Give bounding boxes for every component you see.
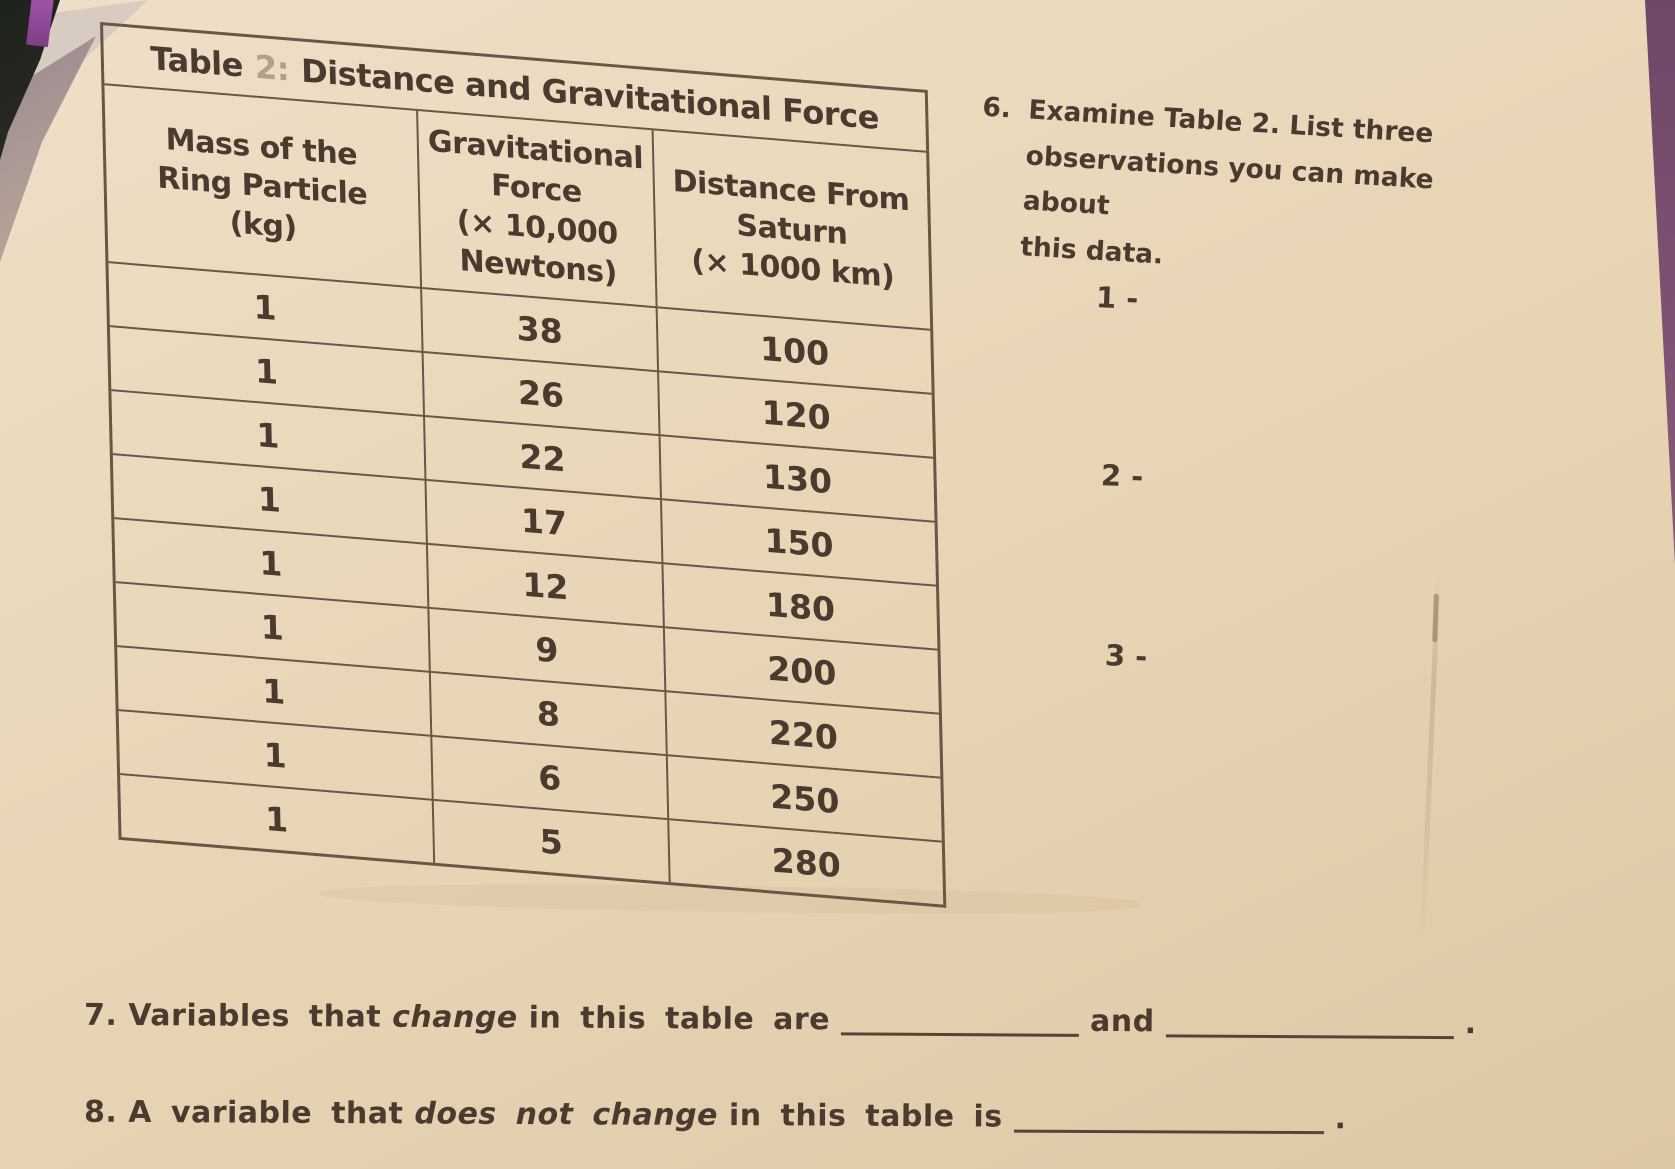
question-6 xyxy=(973,85,1503,298)
question-8-period: . xyxy=(1334,1101,1347,1137)
question-8-text-after: in this table is xyxy=(728,1098,1003,1135)
cell-distance-row5: 180 xyxy=(663,564,937,650)
cell-distance-row9: 280 xyxy=(771,840,842,885)
question-7-italic-word: change xyxy=(392,999,518,1036)
question-6-text: Examine Table 2. List three observations you can make about this data. xyxy=(1019,94,1435,271)
column-header-distance: Distance From Saturn (× 1000 km) xyxy=(654,130,931,330)
answer-blank-q7-second[interactable] xyxy=(1166,1034,1454,1039)
cell-mass-row7: 1 xyxy=(117,647,432,737)
question-8 xyxy=(84,1095,1347,1137)
cell-distance-row8: 250 xyxy=(668,756,942,842)
cell-mass-row2: 1 xyxy=(110,327,425,417)
answer-blank-q8[interactable] xyxy=(1014,1130,1324,1135)
cell-force-row9: 5 xyxy=(434,801,671,882)
cell-mass-row1: 1 xyxy=(108,263,423,353)
cell-distance-row4: 150 xyxy=(662,500,936,586)
observation-line-3[interactable]: 3 - xyxy=(1104,638,1148,674)
cell-force-row7: 8 xyxy=(431,673,668,756)
table-title-word: Table xyxy=(149,39,244,85)
question-7-text-after: in this table are xyxy=(528,1000,831,1038)
cell-distance-row3: 130 xyxy=(661,436,935,522)
question-7-text-before: Variables that xyxy=(128,998,382,1035)
cell-mass-row3: 1 xyxy=(111,391,426,481)
table-title-number: 2: xyxy=(254,47,290,89)
answer-blank-q7-first[interactable] xyxy=(841,1032,1079,1036)
cell-distance-row2: 120 xyxy=(659,372,933,458)
cell-mass-row8: 1 xyxy=(119,711,434,801)
cell-distance-row6: 200 xyxy=(665,628,939,714)
cell-mass-row9: 1 xyxy=(120,775,435,863)
cell-force-row3: 22 xyxy=(425,417,662,500)
desk-background-right xyxy=(1633,0,1675,565)
observation-line-2[interactable]: 2 - xyxy=(1100,458,1144,494)
question-7-number: 7. xyxy=(83,997,118,1033)
cell-force-row5: 12 xyxy=(428,545,665,628)
cell-force-row6: 9 xyxy=(429,609,666,692)
cell-distance-row7: 220 xyxy=(666,692,940,778)
cell-force-row4: 17 xyxy=(426,481,663,564)
observation-line-1[interactable]: 1 - xyxy=(1095,280,1139,316)
question-8-text-before: A variable that xyxy=(128,1094,404,1132)
question-6-number: 6. xyxy=(981,91,1012,125)
question-8-italic-words: does not change xyxy=(414,1096,719,1134)
question-7 xyxy=(84,998,1477,1042)
question-7-conjunction: and xyxy=(1089,1003,1155,1040)
paper-crease xyxy=(1420,570,1441,942)
cell-mass-row5: 1 xyxy=(114,519,429,609)
question-7-period: . xyxy=(1464,1006,1477,1042)
table-grid xyxy=(104,85,943,904)
cell-mass-row4: 1 xyxy=(113,455,428,545)
cell-force-row2: 26 xyxy=(424,353,661,436)
cell-distance-row1: 100 xyxy=(658,308,932,394)
data-table xyxy=(100,22,946,908)
cell-force-row1: 38 xyxy=(422,289,659,372)
column-header-force: Gravitational Force (× 10,000 Newtons) xyxy=(418,111,658,308)
question-8-number: 8. xyxy=(83,1094,118,1130)
cell-mass-row6: 1 xyxy=(116,583,431,673)
column-header-mass: Mass of the Ring Particle (kg) xyxy=(104,85,422,289)
table-title-text: Distance and Gravitational Force xyxy=(300,51,880,137)
cell-force-row8: 6 xyxy=(432,737,669,820)
